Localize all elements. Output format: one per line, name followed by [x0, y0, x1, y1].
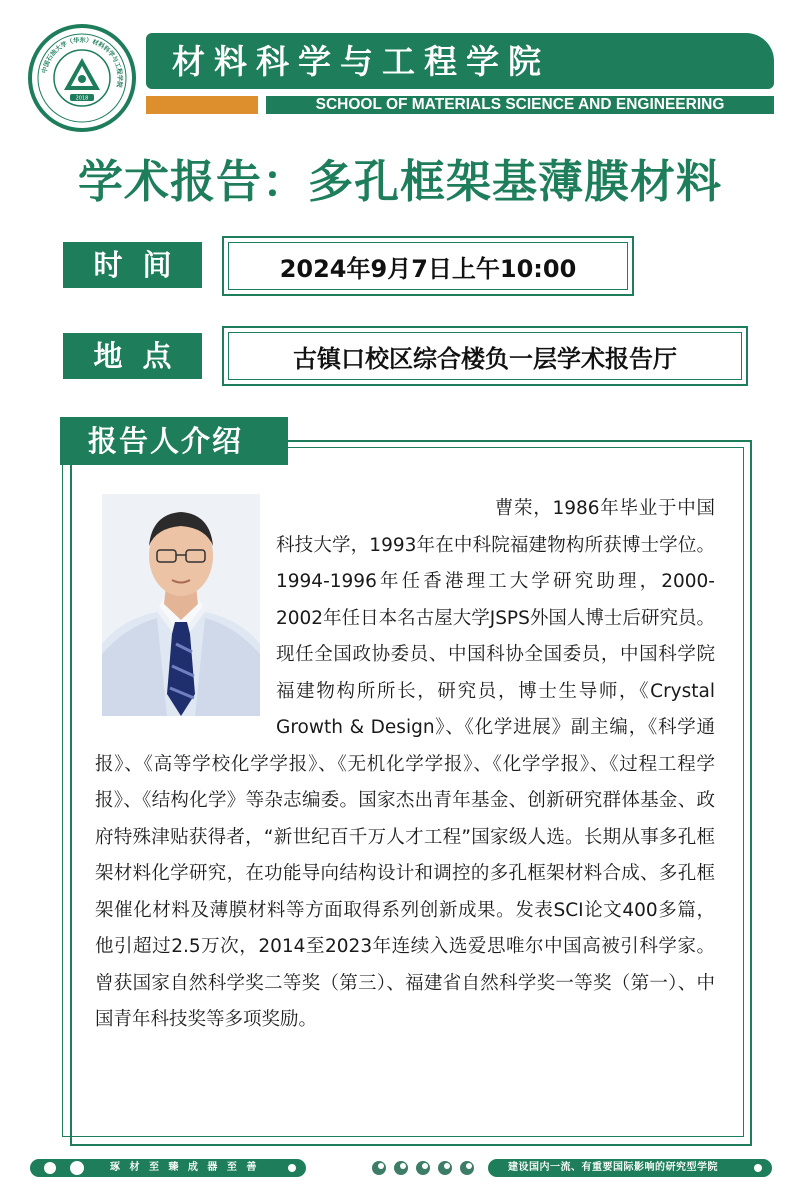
footer-dot-icon [44, 1162, 56, 1174]
location-label: 地点 [63, 333, 202, 379]
footer-slogan: 建设国内一流、有重要国际影响的研究型学院 [508, 1162, 718, 1173]
speaker-section-label: 报告人介绍 [60, 417, 288, 465]
footer-right-band [488, 1159, 772, 1177]
footer-dot-icon [754, 1164, 762, 1172]
footer-left-band [30, 1159, 306, 1177]
school-name-en: SCHOOL OF MATERIALS SCIENCE AND ENGINEERING [266, 96, 774, 114]
speaker-bio [95, 491, 715, 1039]
seal-year: 2018 [75, 95, 89, 102]
footer-dot-icon [288, 1164, 296, 1172]
time-value-box [222, 236, 634, 296]
accent-bar [146, 96, 258, 114]
footer-motto: 琢 材 至 臻 成 器 至 善 [110, 1162, 260, 1173]
swirl-ornament-icon [370, 1159, 482, 1177]
speaker-bio-text: 曹荣，1986年毕业于中国科技大学，1993年在中科院福建物构所获博士学位。1994-1996年任香港理工大学研究助理，2000-2002年任日本名古屋大学JSPS外国人博士后研究员。现任全国政协委员、中国科协全国委员，中国科学院福建物构所所长，研究员，博士生导师，《Crystal Growth & Design》、《化学进展》副主编，《科学通报》、《高等学校化学学报》、《无机化学学报》、《化学学报》、《过程工程学报》、《结构化学》等杂志编委。国家杰出青年基金、创新研究群体基金、政府特殊津贴获得者，“新世纪百千万人才工程”国家级人选。长期从事多孔框架材料化学研究，在功能导向结构设计和调控的多孔框架材料合成、多孔框架催化材料及薄膜材料等方面取得系列创新成果。发表SCI论文400多篇，他引超过2.5万次，2014至2023年连续入选爱思唯尔中国高被引科学家。曾获国家自然科学奖二等奖（第三）、福建省自然科学奖一等奖（第一）、中国青年科技奖等多项奖励。 [95, 498, 715, 1030]
university-seal-icon [28, 24, 136, 132]
page-title: 学术报告：多孔框架基薄膜材料 [77, 155, 722, 208]
time-value: 2024年9月7日上午10:00 [279, 254, 577, 283]
school-name-cn: 材料科学与工程学院 [172, 42, 550, 81]
location-value: 古镇口校区综合楼负一层学术报告厅 [293, 344, 677, 373]
footer-dot-icon [70, 1161, 84, 1175]
seal-ring-text: 中国石油大学（华东）材料科学与工程学院 [41, 36, 124, 88]
location-value-box [222, 326, 748, 386]
time-label: 时间 [63, 242, 202, 288]
